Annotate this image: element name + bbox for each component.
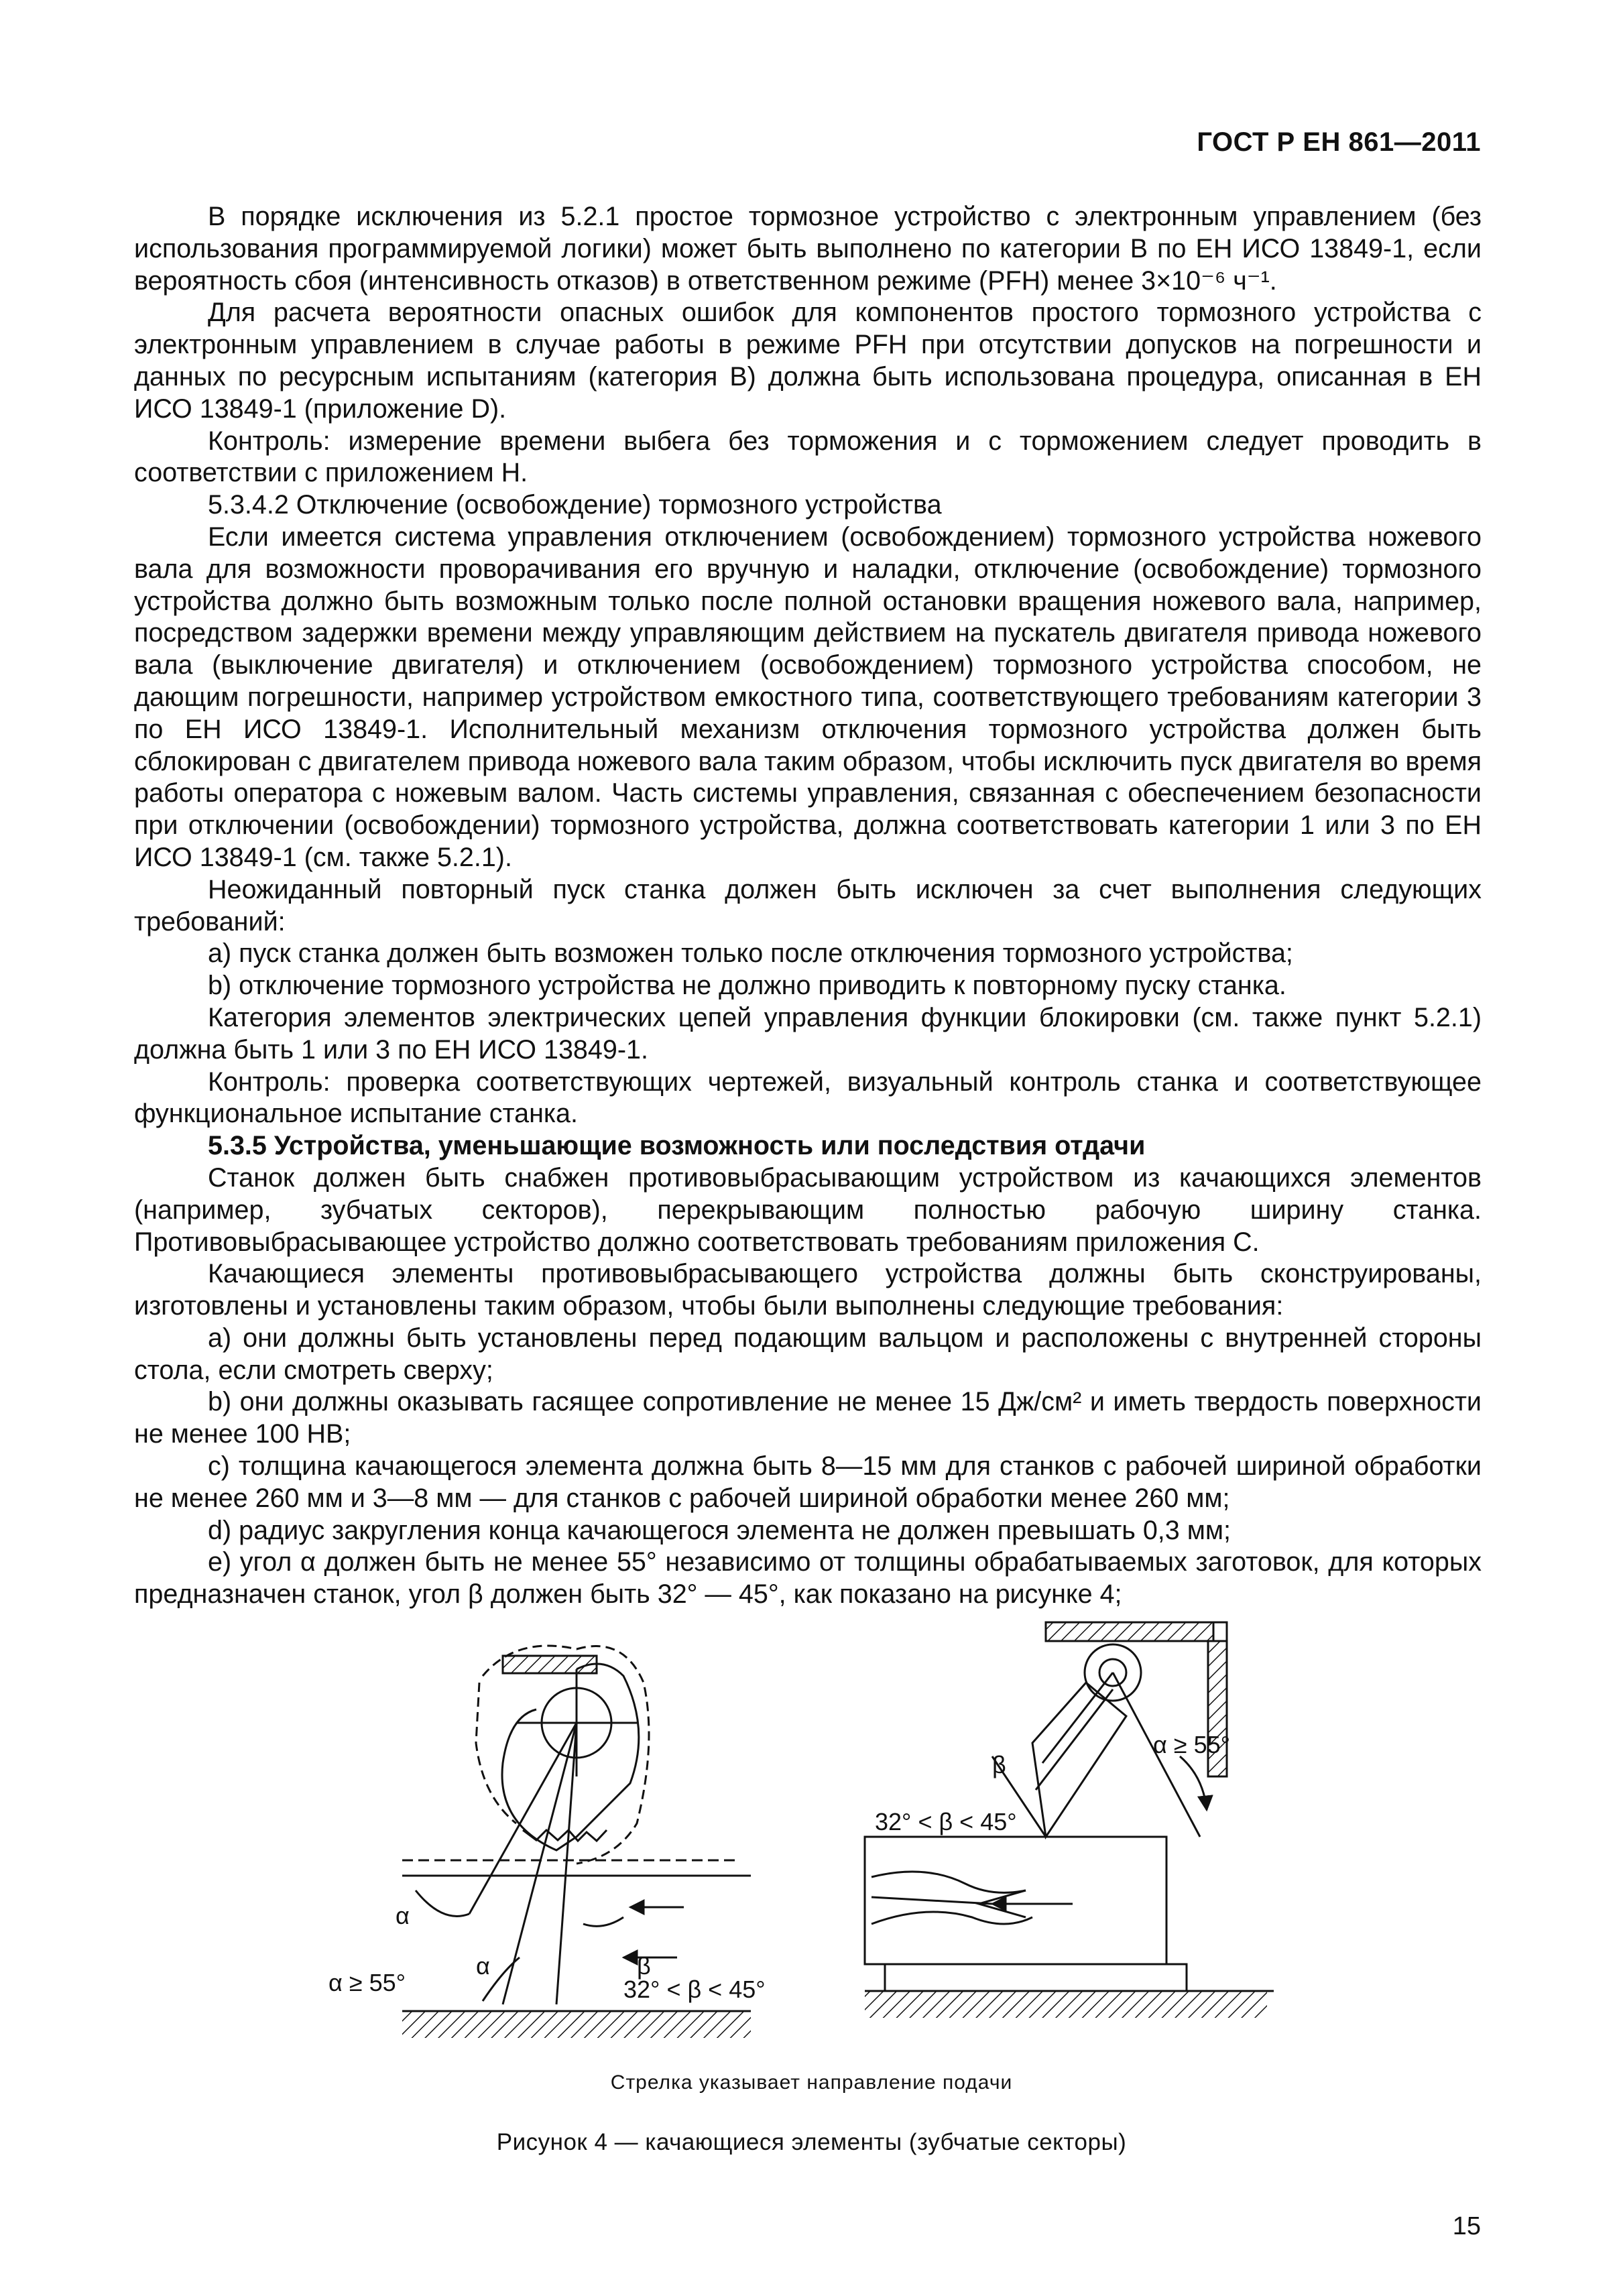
paragraph: a) они должны быть установлены перед подающим вальцом и расположены с внутренней стороны стола, если смотреть сверху; [134, 1323, 1482, 1385]
paragraph: 5.3.4.2 Отключение (освобождение) тормозного устройства [208, 490, 942, 520]
left-alpha-condition: α ≥ 55° [328, 1969, 406, 1996]
figure-4-drawing [328, 1609, 1475, 2038]
paragraph: Контроль: проверка соответствующих чертежей, визуальный контроль станка и соответствующее функциональное испытание станка. [134, 1067, 1482, 1129]
paragraph: d) радиус закругления конца качающегося элемента не должен превышать 0,3 мм; [208, 1515, 1231, 1545]
left-alpha-label: α [396, 1902, 410, 1929]
paragraph: Качающиеся элементы противовыбрасывающего устройства должны быть сконструированы, изготовлены и установлены таким образом, чтобы были выполнены следующие требования: [134, 1259, 1482, 1321]
figure-labels [328, 1731, 1230, 2003]
paragraph: c) толщина качающегося элемента должна быть 8—15 мм для станков с рабочей шириной обработки не менее 260 мм и 3—8 мм — для станков с рабочей шириной обработки менее 260 мм; [134, 1451, 1482, 1513]
page-number: 15 [1452, 2212, 1481, 2240]
paragraph: b) отключение тормозного устройства не должно приводить к повторному пуску станка. [208, 971, 1286, 1001]
figure-note: Стрелка указывает направление подачи [610, 2071, 1013, 2094]
left-beta-label: β [637, 1952, 651, 1980]
right-beta-condition: 32° < β < 45° [875, 1808, 1017, 1835]
paragraph: Для расчета вероятности опасных ошибок для компонентов простого тормозного устройства с электронным управлением в случае работы в режиме PFH при отсутствии допусков на погрешности и данных по ресурсным испытаниям (категория В) должна быть использована процедура, описанная в ЕН ИСО 13849-1 (приложение D). [134, 298, 1482, 424]
left-alpha-mid-label: α [476, 1952, 490, 1980]
paragraph: Категория элементов электрических цепей управления функции блокировки (см. также пункт 5.2.1) должна быть 1 или 3 по ЕН ИСО 13849-1. [134, 1002, 1482, 1065]
paragraph: Станок должен быть снабжен противовыбрасывающим устройством из качающихся элементов (например, зубчатых секторов), перекрывающим полностью рабочую ширину станка. Противовыбрасывающее устройство должно соответствовать требованиям приложения С. [134, 1162, 1482, 1257]
paragraph: b) они должны оказывать гасящее сопротивление не менее 15 Дж/см² и иметь твердость поверхности не менее 100 HB; [134, 1387, 1482, 1449]
paragraph: Контроль: измерение времени выбега без торможения и с торможением следует проводить в соответствии с приложением H. [134, 426, 1482, 488]
left-beta-condition: 32° < β < 45° [623, 1976, 766, 2003]
paragraph: Неожиданный повторный пуск станка должен быть исключен за счет выполнения следующих требований: [134, 874, 1482, 936]
paragraph: a) пуск станка должен быть возможен только после отключения тормозного устройства; [208, 939, 1293, 969]
figure-caption: Рисунок 4 — качающиеся элементы (зубчатые секторы) [496, 2129, 1127, 2155]
paragraph: В порядке исключения из 5.2.1 простое тормозное устройство с электронным управлением (без использования программируемой логики) может быть выполнено по категории В по ЕН ИСО 13849-1, если вероятность сбоя (интенсивность отказов) в ответственном режиме (PFH) менее 3×10⁻⁶ ч⁻¹. [134, 202, 1482, 296]
body-text [134, 201, 1482, 1611]
paragraph: e) угол α должен быть не менее 55° независимо от толщины обрабатываемых заготовок, для которых предназначен станок, угол β должен быть 32° — 45°, как показано на рисунке 4; [134, 1547, 1482, 1610]
right-beta-label: β [992, 1751, 1006, 1778]
right-alpha-condition: α ≥ 55° [1153, 1731, 1231, 1758]
paragraph: Если имеется система управления отключением (освобождением) тормозного устройства ножевого вала для возможности проворачивания его вручную и наладки, отключение (освобождение) тормозного устройства должно быть возможным только после полной остановки вращения ножевого вала, например, посредством задержки времени между управляющим действием на пускатель двигателя привода ножевого вала (выключение двигателя) и отключением (освобождением) тормозного устройства способом, не дающим погрешности, например устройством емкостного типа, соответствующего требованиям категории 3 по ЕН ИСО 13849-1. Исполнительный механизм отключения тормозного устройства должен быть сблокирован с двигателем привода ножевого вала таким образом, чтобы исключить пуск двигателя во время работы оператора с ножевым валом. Часть системы управления, связанная с обеспечением безопасности при отключении (освобождении) тормозного устройства, должна соответствовать категории 1 или 3 по ЕН ИСО 13849-1 (см. также 5.2.1). [134, 522, 1482, 872]
standard-header: ГОСТ Р ЕН 861—2011 [1197, 127, 1481, 157]
section-heading: 5.3.5 Устройства, уменьшающие возможность или последствия отдачи [208, 1131, 1146, 1161]
